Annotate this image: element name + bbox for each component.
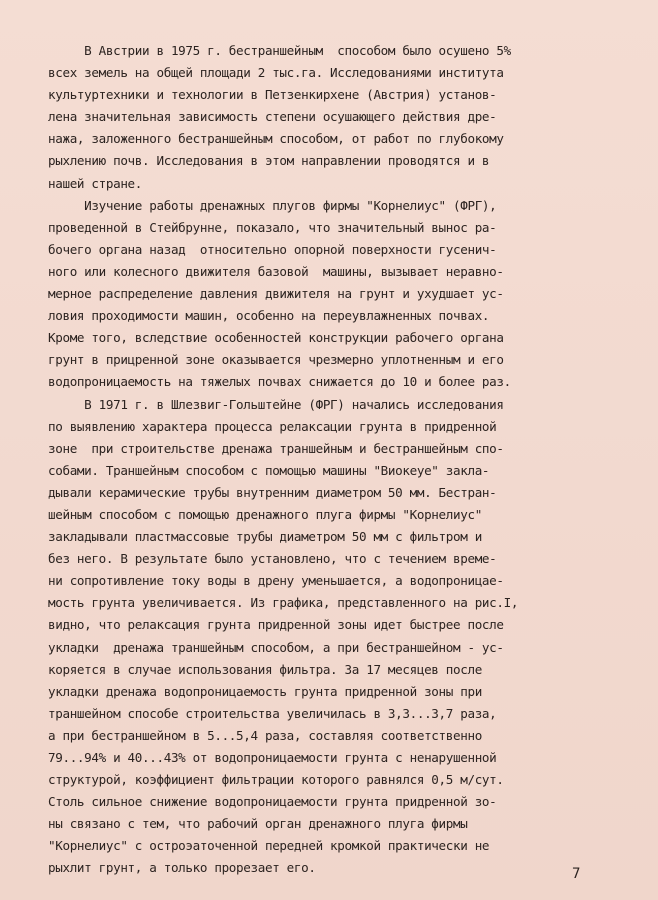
text-line: Изучение работы дренажных плугов фирмы "Корнелиус" (ФРГ), (48, 197, 497, 213)
text-line: рыхлит грунт, а только прорезает его. (48, 860, 316, 876)
text-line: ны связано с тем, что рабочий орган дренажного плуга фирмы (48, 816, 468, 832)
text-line: Столь сильное снижение водопроницаемости грунта придренной зо- (48, 794, 497, 810)
text-line: собами. Траншейным способом с помощью машины "Виокеуе" закла- (48, 462, 490, 478)
text-line: нашей стране. (48, 175, 143, 191)
text-line: траншейном способе строительства увеличилась в 3,3...3,7 раза, (48, 705, 497, 721)
body-text (48, 40, 628, 880)
text-line: дывали керамические трубы внутренним диаметром 50 мм. Бестран- (48, 484, 497, 500)
text-line: зоне при строительстве дренажа траншейным и бестраншейным спо- (48, 440, 504, 456)
text-line: водопроницаемость на тяжелых почвах снижается до 10 и более раз. (48, 374, 511, 390)
text-line: В Австрии в 1975 г. бестраншейным способом было осушено 5% (48, 43, 511, 58)
text-line: "Корнелиус" с остроэаточенной передней кромкой практически не (48, 838, 490, 854)
text-line: нажа, заложенного бестраншейным способом, от работ по глубокому (48, 131, 504, 147)
text-line: проведенной в Стейбрунне, показало, что значительный вынос ра- (48, 219, 497, 235)
text-line: Кроме того, вследствие особенностей конструкции рабочего органа (48, 330, 504, 346)
text-line: всех земель на общей площади 2 тыс.га. Исследованиями института (48, 65, 504, 81)
text-line: без него. В результате было установлено, что с течением време- (48, 551, 497, 567)
text-line: В 1971 г. в Шлезвиг-Гольштейне (ФРГ) начались исследования (48, 396, 504, 412)
text-line: ловия проходимости машин, особенно на переувлажненных почвах. (48, 308, 490, 324)
text-line: мость грунта увеличивается. Из графика, представленного на рис.I, (48, 595, 519, 611)
text-line: ни сопротивление току воды в дрену уменьшается, а водопроницае- (48, 573, 504, 589)
text-line: бочего органа назад относительно опорной поверхности гусенич- (48, 241, 497, 257)
text-line: шейным способом с помощью дренажного плуга фирмы "Корнелиус" (48, 506, 482, 522)
text-line: рыхлению почв. Исследования в этом направлении проводятся и в (48, 153, 490, 169)
text-line: ного или колесного движителя базовой машины, вызывает неравно- (48, 263, 504, 279)
text-line: укладки дренажа водопроницаемость грунта придренной зоны при (48, 683, 482, 699)
text-line: закладывали пластмассовые трубы диаметром 50 мм с фильтром и (48, 529, 482, 545)
page-number: 7 (572, 866, 581, 882)
text-line: грунт в прицренной зоне оказывается чрезмерно уплотненным и его (48, 352, 504, 368)
text-line: укладки дренажа траншейным способом, а при бестраншейном - ус- (48, 639, 504, 655)
text-line: по выявлению характера процесса релаксации грунта в придренной (48, 418, 497, 434)
text-line: а при бестраншейном в 5...5,4 раза, составляя соответственно (48, 727, 482, 743)
text-line: видно, что релаксация грунта придренной зоны идет быстрее после (48, 617, 504, 633)
text-line: структурой, коэффициент фильтрации которого равнялся 0,5 м/сут. (48, 772, 504, 788)
text-line: мерное распределение давления движителя на грунт и ухудшает ус- (48, 286, 504, 302)
text-line: лена значительная зависимость степени осушающего действия дре- (48, 109, 497, 125)
text-line: культуртехники и технологии в Петзенкирхене (Австрия) установ- (48, 87, 497, 103)
text-line: коряется в случае использования фильтра. За 17 месяцев после (48, 661, 482, 677)
text-line: 79...94% и 40...43% от водопроницаемости грунта с ненарушенной (48, 750, 497, 765)
